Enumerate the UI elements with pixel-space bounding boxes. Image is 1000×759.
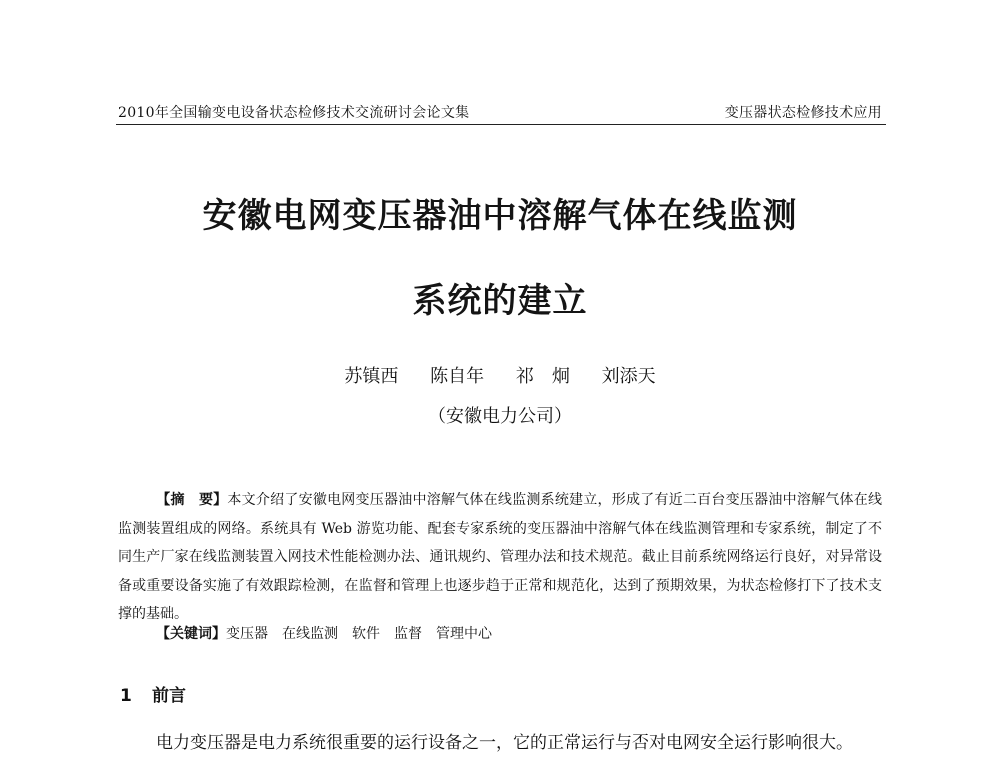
keyword: 管理中心: [436, 626, 492, 642]
keywords: [156, 623, 882, 643]
keyword: 在线监测: [282, 626, 338, 642]
keyword: 变压器: [226, 626, 268, 642]
keyword: 软件: [352, 626, 380, 642]
header-proceedings-title: 2010年全国输变电设备状态检修技术交流研讨会论文集: [118, 105, 470, 121]
running-header: [118, 102, 882, 122]
author-name: 刘添天: [601, 366, 656, 387]
section-title: 前言: [152, 686, 186, 706]
abstract-label: 【摘 要】: [156, 492, 228, 508]
abstract: [118, 486, 882, 629]
body-paragraph: 电力变压器是电力系统很重要的运行设备之一，它的正常运行与否对电网安全运行影响很大。: [156, 733, 853, 753]
author-name: 祁 炯: [515, 366, 570, 387]
abstract-text: 本文介绍了安徽电网变压器油中溶解气体在线监测系统建立，形成了有近二百台变压器油中溶解气体在线监测装置组成的网络。系统具有 Web 游览功能、配套专家系统的变压器油中溶解气体在线监测管理和专家系统，制定了不同生产厂家在线监测装置入网技术性能检测办法、通讯规约、管理办法和技术规范。截止目前系统网络运行良好，对异常设备或重要设备实施了有效跟踪检测，在监督和管理上也逐步趋于正常和规范化，达到了预期效果，为状态检修打下了技术支撑的基础。: [118, 492, 883, 623]
keywords-label: 【关键词】: [156, 626, 226, 642]
author-name: 苏镇西: [344, 366, 399, 387]
author-name: 陈自年: [430, 366, 485, 387]
keyword: 监督: [394, 626, 422, 642]
author-affiliation: （安徽电力公司）: [428, 406, 572, 427]
header-section-title: 变压器状态检修技术应用: [724, 105, 882, 121]
author-list: [0, 362, 1000, 388]
header-rule: [116, 124, 886, 125]
section-heading: [120, 681, 186, 706]
paper-title-line-1: 安徽电网变压器油中溶解气体在线监测: [202, 196, 798, 236]
section-number: 1: [120, 686, 132, 706]
paper-title-line-2: 系统的建立: [412, 281, 588, 321]
